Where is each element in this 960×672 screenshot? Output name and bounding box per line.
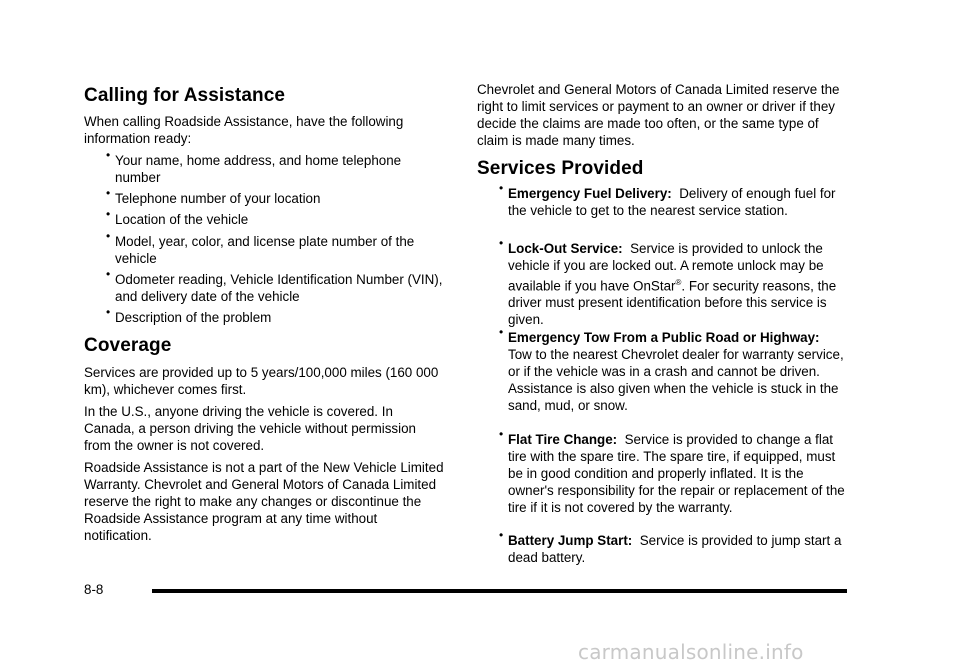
bullet-icon: • <box>106 186 111 200</box>
list-item: • Lock-Out Service: Service is provided to unlock the vehicle if you are locked out. A remote unlock may be available if you have OnStar®. For security reasons, the driver must present identification before this service is given. <box>499 236 837 328</box>
list-item: • Flat Tire Change: Service is provided to change a flat tire with the spare tire. The spare tire, if equipped, must be in good condition and properly inflated. It is the owner's responsibility for the repair or replacement of the tire if it is not covered by the warranty. <box>499 427 845 515</box>
list-item: • Description of the problem <box>106 305 272 325</box>
list-item: • Model, year, color, and license plate number of the vehicle <box>106 229 415 266</box>
bullet-icon: • <box>499 528 504 542</box>
service-label: Battery Jump Start: <box>508 533 633 548</box>
bullet-icon: • <box>499 236 504 250</box>
watermark: carmanualsonline.info <box>578 640 804 664</box>
coverage-heading: Coverage <box>84 335 172 356</box>
bullet-icon: • <box>499 325 504 339</box>
list-item: • Emergency Tow From a Public Road or Highway: Tow to the nearest Chevrolet dealer for warranty service, or if the vehicle was in a crash and cannot be driven. Assistance is also given when the vehicle is stuck in the sand, mud, or snow. <box>499 325 844 413</box>
bullet-icon: • <box>106 267 111 281</box>
footer-rule <box>152 589 847 593</box>
list-item: • Odometer reading, Vehicle Identification Number (VIN), and delivery date of the vehicle <box>106 267 443 304</box>
page-number: 8-8 <box>84 582 104 597</box>
list-item: • Location of the vehicle <box>106 207 249 227</box>
coverage-paragraph: In the U.S., anyone driving the vehicle is covered. In Canada, a person driving the vehicle without permission from the owner is not covered. <box>84 404 416 453</box>
coverage-paragraph: Roadside Assistance is not a part of the New Vehicle Limited Warranty. Chevrolet and General Motors of Canada Limited reserve the right to make any changes or discontinue the Roadside Assistance program at any time without notification. <box>84 460 444 543</box>
bullet-icon: • <box>106 229 111 243</box>
list-item: • Your name, home address, and home telephone number <box>106 148 402 185</box>
list-item: • Emergency Fuel Delivery: Delivery of enough fuel for the vehicle to get to the nearest service station. <box>499 181 836 218</box>
bullet-icon: • <box>106 148 111 162</box>
service-label: Emergency Tow From a Public Road or Highway: <box>508 330 820 345</box>
list-item: • Telephone number of your location <box>106 186 321 206</box>
limit-paragraph: Chevrolet and General Motors of Canada Limited reserve the right to limit services or payment to an owner or driver if they decide the claims are made too often, or the same type of claim is made many times. <box>477 82 840 148</box>
bullet-icon: • <box>499 427 504 441</box>
calling-heading: Calling for Assistance <box>84 85 286 106</box>
services-heading: Services Provided <box>477 158 644 179</box>
service-label: Emergency Fuel Delivery: <box>508 186 672 201</box>
list-item: • Battery Jump Start: Service is provided to jump start a dead battery. <box>499 528 842 565</box>
registered-mark: ® <box>675 278 682 287</box>
bullet-icon: • <box>106 207 111 221</box>
bullet-icon: • <box>106 305 111 319</box>
coverage-paragraph: Services are provided up to 5 years/100,000 miles (160 000 km), whichever comes first. <box>84 365 439 397</box>
service-label: Flat Tire Change: <box>508 432 618 447</box>
bullet-icon: • <box>499 181 504 195</box>
service-label: Lock-Out Service: <box>508 241 623 256</box>
calling-intro: When calling Roadside Assistance, have the following information ready: <box>84 114 404 146</box>
